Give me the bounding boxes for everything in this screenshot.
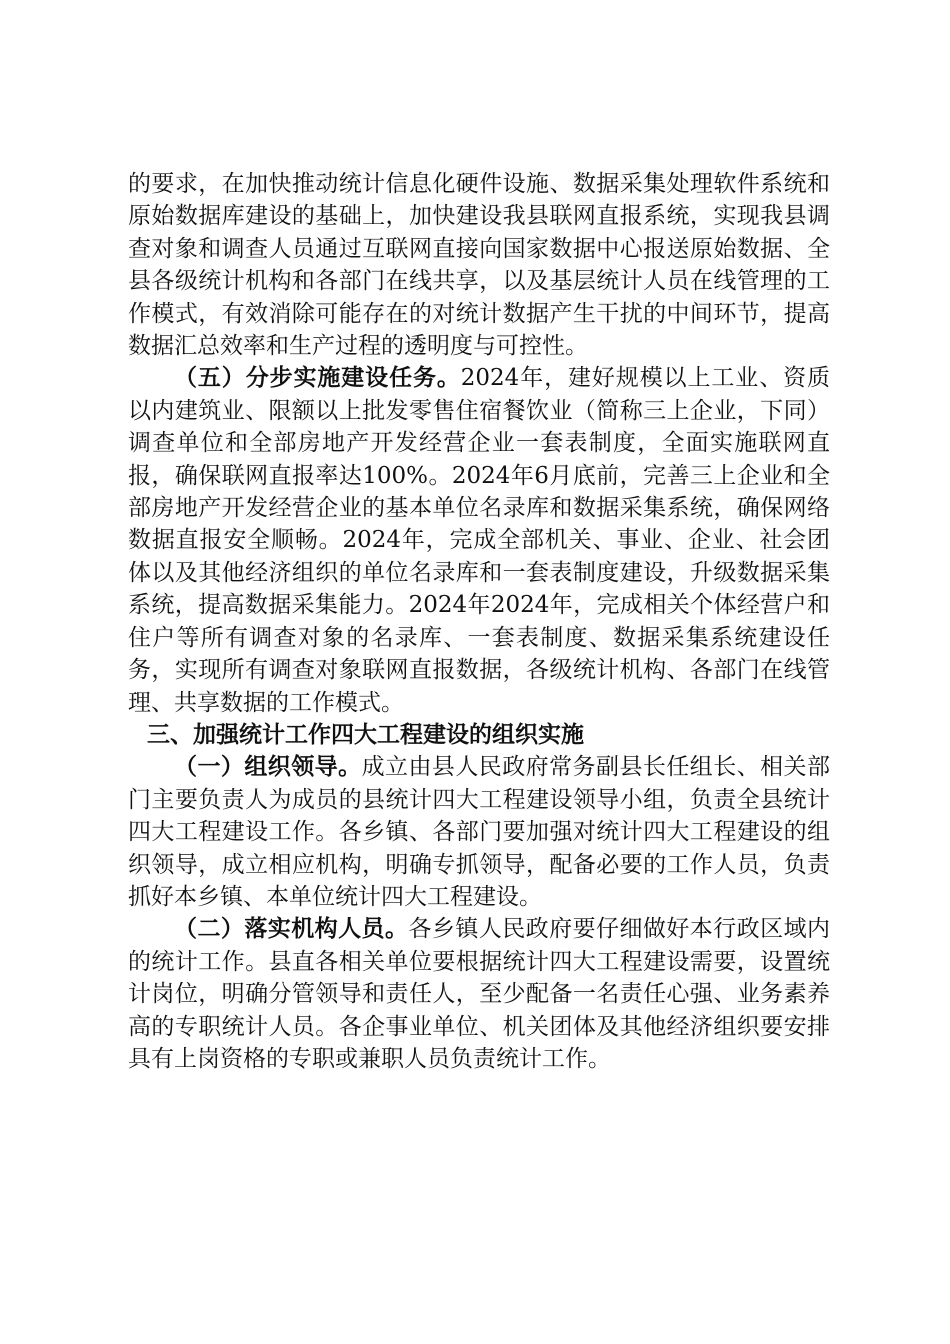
section-heading: 三、加强统计工作四大工程建设的组织实施 (147, 720, 584, 748)
paragraph-text: 各乡镇人民政府要仔细做好本行政区域内的统计工作。县直各相关单位要根据统计四大工程建设需要，设置统计岗位，明确分管领导和责任人，至少配备一名责任心强、业务素养高的专职统计人员。各企事业单位、机关团体及其他经济组织要安排具有上岗资格的专职或兼职人员负责统计工作。 (128, 916, 831, 1072)
paragraph-text: 2024年，建好规模以上工业、资质以内建筑业、限额以上批发零售住宿餐饮业（简称三上企业，下同）调查单位和全部房地产开发经营企业一套表制度，全面实施联网直报，确保联网直报率达100%。2024年6月底前，完善三上企业和全部房地产开发经营企业的基本单位名录库和数据采集系统，确保网络数据直报安全顺畅。2024年，完成全部机关、事业、企业、社会团体以及其他经济组织的单位名录库和一套表制度建设，升级数据采集系统，提高数据采集能力。2024年2024年，完成相关个体经营户和住户等所有调查对象的名录库、一套表制度、数据采集系统建设任务，实现所有调查对象联网直报数据，各级统计机构、各部门在线管理、共享数据的工作模式。 (128, 365, 830, 716)
paragraph-text: 成立由县人民政府常务副县长任组长、相关部门主要负责人为成员的县统计四大工程建设领导小组，负责全县统计四大工程建设工作。各乡镇、各部门要加强对统计四大工程建设的组织领导，成立相应机构，明确专抓领导，配备必要的工作人员，负责抓好本乡镇、本单位统计四大工程建设。 (128, 754, 831, 910)
paragraph-organization-leadership (128, 751, 830, 913)
paragraph-lead-heading: （一）组织领导。 (174, 753, 362, 781)
paragraph-lead-heading: （五）分步实施建设任务。 (174, 364, 461, 392)
paragraph-lead-heading: （二）落实机构人员。 (174, 915, 409, 943)
paragraph-continuation (128, 168, 830, 362)
document-page (128, 168, 830, 1075)
paragraph-staffing (128, 913, 830, 1075)
paragraph-section-five (128, 362, 830, 718)
paragraph-text: 的要求，在加快推动统计信息化硬件设施、数据采集处理软件系统和原始数据库建设的基础上，加快建设我县联网直报系统，实现我县调查对象和调查人员通过互联网直接向国家数据中心报送原始数据、全县各级统计机构和各部门在线共享，以及基层统计人员在线管理的工作模式，有效消除可能存在的对统计数据产生干扰的中间环节，提高数据汇总效率和生产过程的透明度与可控性。 (128, 171, 830, 360)
